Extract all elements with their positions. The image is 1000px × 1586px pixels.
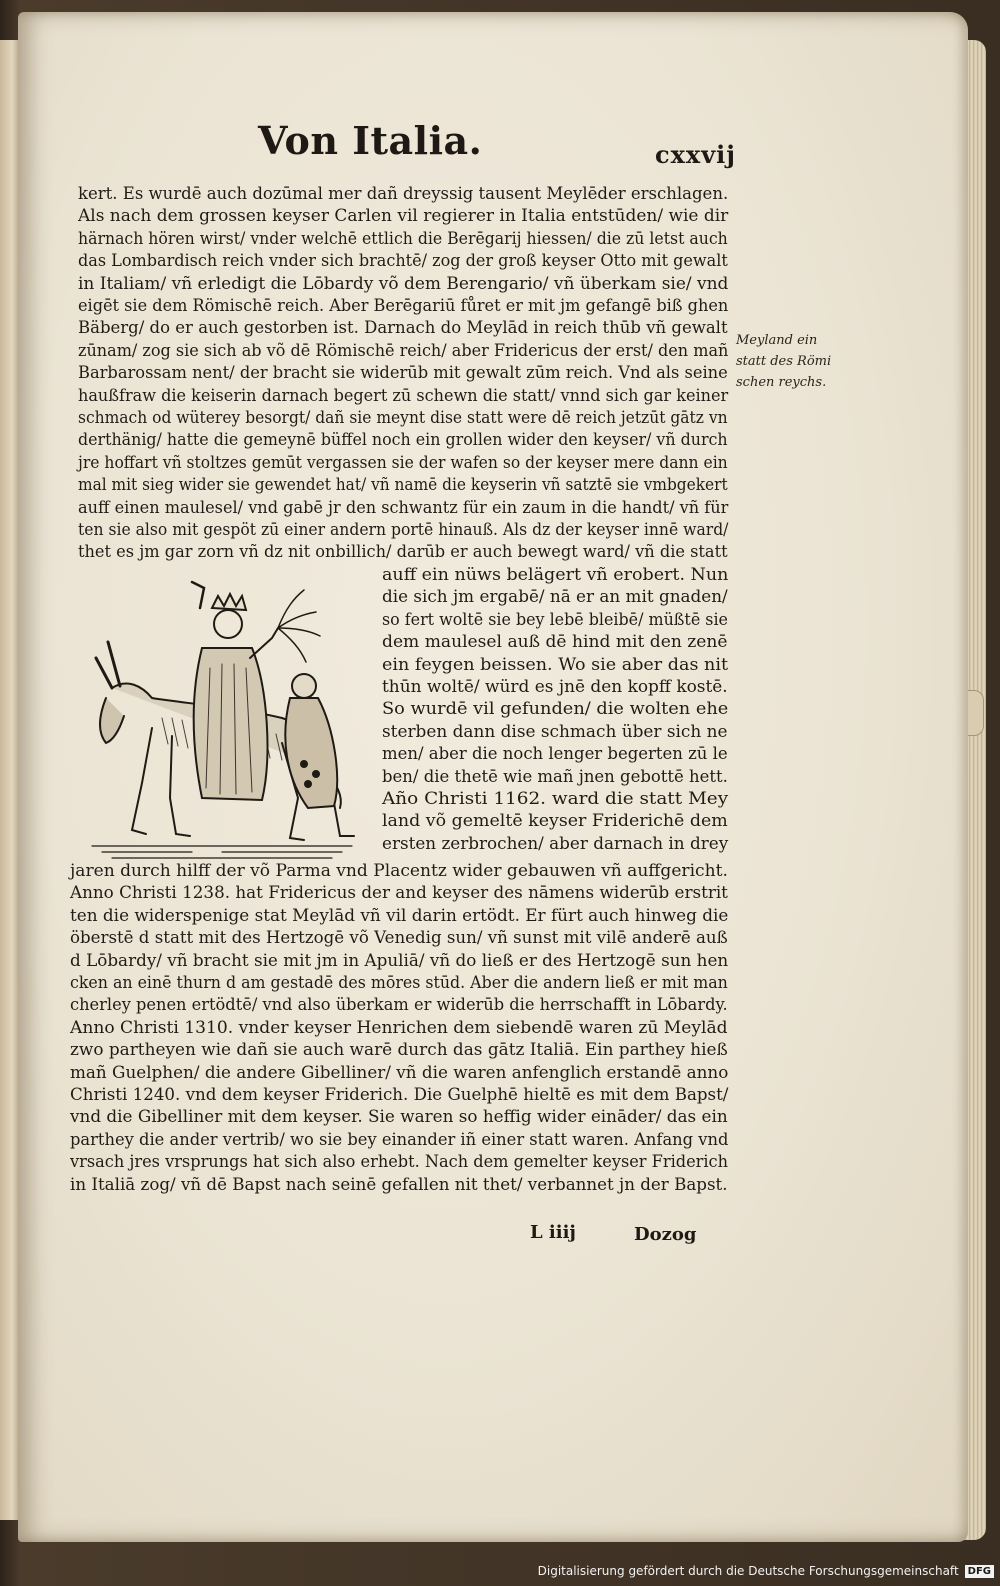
kneeling-figure [285, 674, 337, 808]
text-line: Anno Christi 1238. hat Fridericus der and keyser des nāmens widerūb erstrit [70, 883, 728, 904]
text-line: thūn woltē/ würd es jnē den kopff kostē. [382, 677, 728, 697]
text-line: sterben dann dise schmach über sich ne [382, 721, 728, 742]
text-line: schmach od wüterey besorgt/ dañ sie meynt dise statt were dē reich jetzūt gātz vn [78, 408, 728, 428]
text-line: vnd die Gibelliner mit dem keyser. Sie waren so heffig wider eināder/ das ein [70, 1107, 728, 1128]
text-line: ein feygen beissen. Wo sie aber das nit [382, 654, 728, 675]
text-line: auff einen maulesel/ vnd gabē jr den schwantz für ein zaum in die handt/ vñ für [78, 497, 729, 518]
woodcut-illustration [72, 568, 372, 868]
signature-mark: L iiij [530, 1222, 576, 1243]
margin-note [736, 330, 836, 393]
text-line: jaren durch hilff der võ Parma vnd Placentz wider gebauwen vñ auffgericht. [70, 861, 728, 881]
text-line: öberstē d statt mit des Hertzogē võ Venedig sun/ vñ sunst mit vilē anderē auß [70, 928, 728, 949]
text-line: die sich jm ergabē/ nā er an mit gnaden/ [382, 587, 728, 608]
text-line: Bäberg/ do er auch gestorben ist. Darnach do Meylād in reich thūb vñ gewalt [78, 318, 728, 339]
margin-note-line: statt des Römi [736, 354, 832, 369]
running-title: Von Italia. [258, 118, 483, 163]
text-line: mañ Guelphen/ die andere Gibelliner/ vñ die waren anfenglich erstandē anno [70, 1062, 729, 1083]
text-line: ben/ die thetē wie mañ jnen gebottē hett. [382, 766, 728, 787]
text-line: so fert woltē sie bey lebē bleibē/ müßtē sie [382, 609, 728, 630]
text-line: ersten zerbrochen/ aber darnach in drey [382, 833, 729, 854]
text-line: zūnam/ zog sie sich ab võ dē Römischē reich/ aber Fridericus der erst/ den mañ [78, 340, 729, 361]
footer-credit-text: Digitalisierung gefördert durch die Deutsche Forschungsgemeinschaft [537, 1564, 959, 1578]
text-line: auff ein nüws belägert vñ erobert. Nun [382, 565, 729, 585]
text-line: das Lombardisch reich vnder sich brachtē/ zog der groß keyser Otto mit gewalt [78, 251, 728, 272]
text-line: land võ gemeltē keyser Friderichē dem [382, 811, 728, 832]
tail-plume [278, 590, 320, 662]
text-line: Año Christi 1162. ward die statt Mey [382, 789, 729, 809]
text-line: in Italiā zog/ vñ dē Bapst nach seinē gefallen nit thet/ verbannet jn der Bapst. [70, 1174, 728, 1195]
text-line: eigēt sie dem Römischē reich. Aber Berēgariū fůret er mit jm gefangē biß ghen [78, 296, 729, 316]
text-line: Als nach dem grossen keyser Carlen vil regierer in Italia entstūden/ wie dir [78, 206, 729, 227]
text-line: thet es jm gar zorn vñ dz nit onbillich/ darūb er auch bewegt ward/ vñ die statt [78, 542, 728, 563]
text-line: vrsach jres vrsprungs hat sich also erhebt. Nach dem gemelter keyser Friderich [70, 1152, 729, 1173]
text-line: zwo partheyen wie dañ sie auch warē durch das gātz Italiā. Ein parthey hieß [70, 1040, 728, 1061]
text-line: ten sie also mit gespöt zū einer andern portē hinauß. Als dz der keyser innē ward/ [78, 520, 729, 540]
text-line: dem maulesel auß dē hind mit den zenē [382, 632, 728, 653]
dfg-logo-icon: DFG [965, 1565, 994, 1578]
facing-page-edge [0, 40, 20, 1520]
text-line: men/ aber die noch lenger begerten zū le [382, 744, 728, 765]
text-line: mal mit sieg wider sie gewendet hat/ vñ namē die keyserin vñ satztē sie vmbgekert [78, 475, 728, 496]
empress-figure [192, 582, 278, 800]
catchword: Dozog [634, 1224, 697, 1245]
margin-note-line: Meyland ein [736, 333, 818, 348]
digitization-footer [537, 1556, 1000, 1586]
text-line: Anno Christi 1310. vnder keyser Henrichen dem siebendē waren zū Meylād [70, 1017, 728, 1038]
text-line: in Italiam/ vñ erledigt die Lōbardy võ dem Berengario/ vñ überkam sie/ vnd [78, 273, 729, 294]
text-line: haußfraw die keiserin darnach begert zū schewn die statt/ vnnd sich gar keiner [78, 385, 729, 406]
folio-number: cxxvij [655, 140, 736, 169]
margin-note-line: schen reychs. [736, 375, 827, 390]
text-line: So wurdē vil gefunden/ die wolten ehe [382, 699, 729, 720]
text-line: Barbarossam nent/ der bracht sie widerūb mit gewalt zūm reich. Vnd als seine [78, 363, 728, 384]
text-line: cken an einē thurn d am gestadē des mōres stūd. Aber die andern ließ er mit man [70, 973, 728, 993]
text-line: derthänig/ hatte die gemeynē büffel noch ein grollen wider den keyser/ vñ durch [78, 430, 728, 451]
text-line: härnach hören wirst/ vnder welchē ettlich die Berēgarij hiessen/ die zū letst auch [78, 228, 728, 249]
ground-hatching [92, 846, 352, 858]
text-line: Christi 1240. vnd dem keyser Friderich. Die Guelphē hieltē es mit dem Bapst/ [70, 1085, 729, 1105]
text-line: ten die widerspenige stat Meylād vñ vil darin ertödt. Er fürt auch hinweg die [70, 905, 729, 926]
text-line: parthey die ander vertrib/ wo sie bey einander iñ einer statt waren. Anfang vnd [70, 1129, 729, 1150]
text-line: cherley penen ertödtē/ vnd also überkam er widerūb die herrschafft in Lōbardy. [70, 995, 728, 1016]
text-line: d Lōbardy/ vñ bracht sie mit jm in Apuliā/ vñ do ließ er des Hertzogē sun hen [70, 950, 729, 971]
text-line: kert. Es wurdē auch dozūmal mer dañ dreyssig tausent Meylēder erschlagen. [78, 184, 729, 204]
text-line: jre hoffart vñ stoltzes gemūt vergassen sie der wafen so der keyser mere dann ein [78, 452, 728, 473]
